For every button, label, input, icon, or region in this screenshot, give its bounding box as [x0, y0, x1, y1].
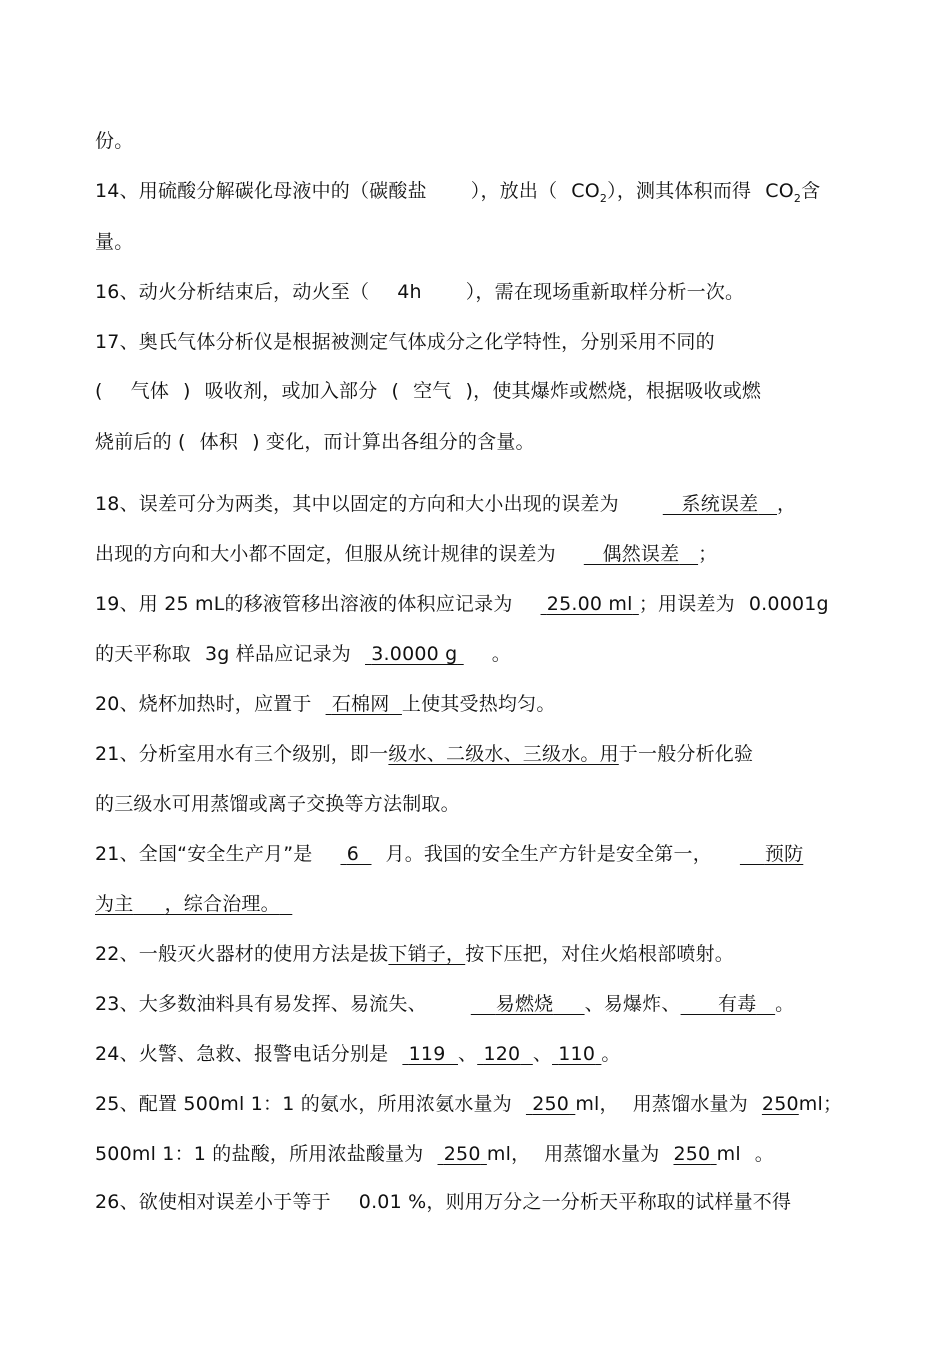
text-fragment: 25、配置 500ml 1：1 的氨水，所用浓氨水量为: [95, 1093, 512, 1115]
text-fragment: 、易爆炸、: [584, 993, 681, 1015]
text-fragment: 的三级水可用蒸馏或离子交换等方法制取。: [95, 793, 460, 815]
text-fragment: 的天平称取: [95, 643, 192, 665]
answer-250-water-1: 250: [761, 1093, 799, 1115]
question-19-line-1: [95, 591, 875, 617]
text-fragment: 于一般分析化验: [618, 743, 754, 765]
answer-120: 120: [483, 1043, 521, 1065]
answer-3g: 3.0000 g: [371, 643, 458, 665]
answer-prevention: 预防: [764, 843, 804, 865]
answer-4h: 4h: [397, 281, 422, 303]
question-21-line-1: [95, 741, 875, 767]
text-fragment: 份。: [95, 130, 134, 152]
text-fragment: 14、用硫酸分解碳化母液中的（碳酸盐: [95, 180, 427, 202]
answer-co2: CO: [571, 180, 600, 202]
text-fragment: 23、大多数油料具有易发挥、易流失、: [95, 993, 427, 1015]
text-fragment: ml，: [486, 1143, 531, 1165]
text-fragment: ），需在现场重新取样分析一次。: [465, 281, 745, 303]
text-fragment: ml: [716, 1143, 741, 1165]
answer-prevention-cont: 为主 ，综合治理。: [95, 893, 280, 915]
text-fragment: 月。我国的安全生产方针是安全第一，: [385, 843, 712, 865]
subscript-2: 2: [793, 191, 802, 205]
question-18-line-1: [95, 491, 875, 517]
text-fragment: 按下压把，对住火焰根部喷射。: [465, 943, 735, 965]
text-fragment: ml，: [575, 1093, 619, 1115]
question-25-line-1: [95, 1091, 875, 1117]
text-fragment: 出现的方向和大小都不固定，但服从统计规律的误差为: [95, 543, 556, 565]
text-fragment: 上使其受热均匀。: [401, 693, 556, 715]
question-17-line-2: [95, 378, 875, 404]
question-17-line-3: [95, 429, 875, 455]
question-20: [95, 691, 875, 717]
text-fragment: 吸收剂，或加入部分: [204, 380, 378, 402]
text-fragment: 。: [601, 1043, 621, 1065]
question-21b-line-1: [95, 841, 875, 867]
text-fragment: ），测其体积而得: [607, 180, 752, 202]
text-fragment: 。: [754, 1143, 774, 1165]
text-fragment: 量。: [95, 231, 134, 253]
answer-250-water-2: 250: [673, 1143, 711, 1165]
text-fragment: 、: [458, 1043, 478, 1065]
answer-250-hcl: 250: [443, 1143, 481, 1165]
text-fragment: 24、火警、急救、报警电话分别是: [95, 1043, 389, 1065]
question-16: [95, 279, 875, 305]
question-24: [95, 1041, 875, 1067]
question-14-line-2: [95, 229, 875, 255]
answer-25ml: 25.00 ml: [546, 593, 633, 615]
text-fragment: ；用误差为: [638, 593, 735, 615]
answer-random-error: 偶然误差: [602, 543, 680, 565]
text-fragment: 。: [491, 643, 511, 665]
text-fragment: 21、全国“安全生产月”是: [95, 843, 313, 865]
text-fragment: 17、奥氏气体分析仪是根据被测定气体成分之化学特性，分别采用不同的: [95, 331, 715, 353]
question-22: [95, 941, 875, 967]
text-fragment: 19、用 25 mL的移液管移出溶液的体积应记录为: [95, 593, 513, 615]
text-fragment: 20、烧杯加热时，应置于: [95, 693, 312, 715]
text-fragment: 22、一般灭火器材的使用方法是拔: [95, 943, 389, 965]
answer-pull-pin: 下销子，: [388, 943, 466, 965]
question-14-line-1: [95, 178, 875, 212]
answer-water-grades: 级水、二级水、三级水。用: [388, 743, 619, 765]
text-fragment: 用蒸馏水量为: [544, 1143, 660, 1165]
text-fragment: 18、误差可分为两类，其中以固定的方向和大小出现的误差为: [95, 493, 619, 515]
text-fragment: (: [95, 380, 103, 402]
answer-110: 110: [558, 1043, 596, 1065]
subscript-2: 2: [599, 191, 608, 205]
answer-june: 6: [346, 843, 360, 865]
text-co2: CO: [765, 180, 794, 202]
text-fragment: ): [183, 380, 191, 402]
question-26: [95, 1189, 875, 1215]
text-fragment: 0.0001g: [748, 593, 829, 615]
question-21-line-2: [95, 791, 875, 817]
answer-gas: 气体: [130, 380, 170, 402]
question-25-line-2: [95, 1141, 875, 1167]
text-fragment: 3g 样品应记录为: [205, 643, 352, 665]
answer-systematic-error: 系统误差: [681, 493, 759, 515]
text-fragment: 烧前后的 (: [95, 431, 186, 453]
text-fragment: 16、动火分析结束后，动火至（: [95, 281, 370, 303]
answer-toxic: 有毒: [718, 993, 757, 1015]
question-18-line-2: [95, 541, 875, 567]
answer-air: 空气: [413, 380, 452, 402]
answer-250-ammonia: 250: [532, 1093, 570, 1115]
text-fragment: 21、分析室用水有三个级别，即一: [95, 743, 389, 765]
text-fragment: 含: [801, 180, 821, 202]
text-fragment: (: [391, 380, 400, 402]
text-fragment: 0.01 %，则用万分之一分析天平称取的试样量不得: [358, 1191, 792, 1213]
question-23: [95, 991, 875, 1017]
text-fragment: 500ml 1：1 的盐酸，所用浓盐酸量为: [95, 1143, 424, 1165]
answer-flammable: 易燃烧: [495, 993, 554, 1015]
text-fragment: ），放出（: [470, 180, 558, 202]
text-fragment: ) 变化，而计算出各组分的含量。: [252, 431, 535, 453]
question-17-line-1: [95, 329, 875, 355]
answer-volume: 体积: [199, 431, 239, 453]
text-fragment: ；: [698, 543, 718, 565]
text-fragment: 。: [775, 993, 795, 1015]
question-19-line-2: [95, 641, 875, 667]
text-fragment: ，使其爆炸或燃烧，根据吸收或燃: [473, 380, 762, 402]
text-fragment: 26、欲使相对误差小于等于: [95, 1191, 331, 1213]
answer-asbestos-net: 石棉网: [331, 693, 390, 715]
text-fragment: 、: [532, 1043, 553, 1065]
text-line-0: [95, 128, 875, 154]
text-fragment: 用蒸馏水量为: [632, 1093, 748, 1115]
text-fragment: ml；: [798, 1093, 843, 1115]
question-21b-line-2: [95, 891, 875, 917]
answer-119: 119: [408, 1043, 446, 1065]
text-fragment: ，: [777, 493, 797, 515]
text-fragment: ): [465, 380, 474, 402]
